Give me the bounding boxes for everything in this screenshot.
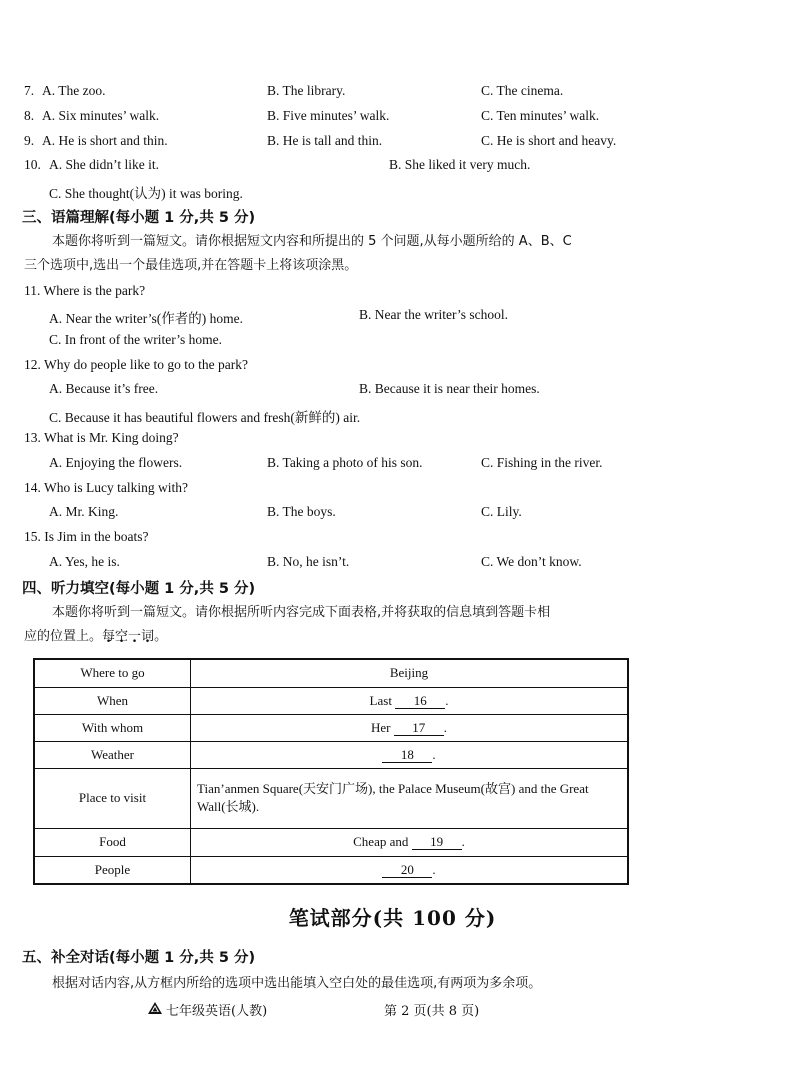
row-value bbox=[191, 828, 629, 856]
value-punct: . bbox=[443, 719, 447, 735]
table-row bbox=[34, 714, 628, 741]
blank-number: 17 bbox=[394, 721, 444, 736]
table-row bbox=[34, 659, 628, 687]
value-punct: . bbox=[445, 692, 449, 708]
row-label: Place to visit bbox=[34, 768, 191, 828]
table-row bbox=[34, 687, 628, 714]
table-row bbox=[34, 856, 628, 884]
section-4-instructions: 本题你将听到一篇短文。请你根据所听内容完成下面表格,并将获取的信息填到答题卡相 应的位置上。每空一词。 bbox=[24, 605, 551, 644]
row-label: Where to go bbox=[34, 659, 191, 687]
blank-number: 20 bbox=[382, 863, 432, 878]
option-a: A. She didn’t like it. bbox=[49, 157, 159, 172]
question-stem: 15. Is Jim in the boats? bbox=[24, 529, 149, 544]
instructions-line-1: 本题你将听到一篇短文。请你根据短文内容和所提出的 5 个问题,从每小题所给的 A、B、C bbox=[52, 234, 572, 249]
value-punct: . bbox=[432, 746, 436, 762]
option-a: A. Six minutes’ walk. bbox=[42, 108, 160, 123]
row-value bbox=[191, 741, 629, 768]
option-a: A. Because it’s free. bbox=[49, 381, 159, 396]
option-b: B. The boys. bbox=[267, 504, 336, 519]
option-a: A. Yes, he is. bbox=[49, 554, 120, 569]
option-b: B. The library. bbox=[267, 83, 346, 98]
value-text: Her bbox=[371, 719, 394, 735]
row-label: People bbox=[34, 856, 191, 884]
question-number: 7. bbox=[24, 83, 35, 98]
option-a: A. He is short and thin. bbox=[42, 133, 168, 148]
section-3-heading: 三、语篇理解(每小题 1 分,共 5 分) bbox=[22, 210, 256, 226]
value-text: Cheap and bbox=[353, 834, 412, 849]
row-value bbox=[191, 659, 629, 687]
section-4-heading: 四、听力填空(每小题 1 分,共 5 分) bbox=[22, 581, 256, 597]
option-c: C. Ten minutes’ walk. bbox=[481, 108, 600, 123]
question-number: 8. bbox=[24, 108, 35, 123]
row-label: With whom bbox=[34, 714, 191, 741]
question-number: 10. bbox=[24, 157, 41, 172]
blank-number: 16 bbox=[395, 694, 445, 709]
option-b: B. Five minutes’ walk. bbox=[267, 108, 390, 123]
option-b: B. Taking a photo of his son. bbox=[267, 455, 423, 470]
option-c: C. Because it has beautiful flowers and fresh(新鲜的) air. bbox=[49, 410, 361, 425]
option-b: B. He is tall and thin. bbox=[267, 133, 383, 148]
option-a: A. Near the writer’s(作者的) home. bbox=[49, 311, 243, 326]
value-text: Last bbox=[369, 692, 396, 708]
mountain-logo-icon bbox=[148, 1002, 162, 1018]
blank-number: 18 bbox=[382, 748, 432, 763]
instructions-line-2: 应的位置上。 bbox=[24, 629, 103, 644]
option-c: C. He is short and heavy. bbox=[481, 133, 617, 148]
instructions-line-1: 本题你将听到一篇短文。请你根据所听内容完成下面表格,并将获取的信息填到答题卡相 bbox=[52, 605, 551, 620]
row-value bbox=[191, 687, 629, 714]
option-b: B. No, he isn’t. bbox=[267, 554, 350, 569]
footer-page-number: 第 2 页(共 8 页) bbox=[384, 1004, 480, 1019]
row-label: When bbox=[34, 687, 191, 714]
listening-info-table bbox=[33, 658, 629, 885]
written-part-title: 笔试部分(共 100 分) bbox=[288, 906, 497, 930]
table-row bbox=[34, 768, 628, 828]
option-c: C. The cinema. bbox=[481, 83, 564, 98]
value-text: Tian’anmen Square(天安门广场), the Palace Museum(故宫) and the Great Wall(长城). bbox=[197, 781, 589, 814]
option-c: C. She thought(认为) it was boring. bbox=[49, 186, 243, 201]
option-a: A. Mr. King. bbox=[49, 504, 119, 519]
table-row bbox=[34, 741, 628, 768]
value-punct: . bbox=[461, 834, 465, 849]
option-b: B. Because it is near their homes. bbox=[359, 381, 540, 396]
section-5-heading: 五、补全对话(每小题 1 分,共 5 分) bbox=[22, 950, 256, 966]
option-c: C. Fishing in the river. bbox=[481, 455, 603, 470]
question-stem: 14. Who is Lucy talking with? bbox=[24, 480, 188, 495]
option-a: A. The zoo. bbox=[42, 83, 106, 98]
table-row bbox=[34, 828, 628, 856]
row-value bbox=[191, 714, 629, 741]
section-3-instructions bbox=[24, 230, 644, 278]
row-value bbox=[191, 768, 629, 828]
row-value bbox=[191, 856, 629, 884]
section-5-instructions: 根据对话内容,从方框内所给的选项中选出能填入空白处的最佳选项,有两项为多余项。 bbox=[52, 976, 542, 991]
question-stem: 11. Where is the park? bbox=[24, 283, 146, 298]
emphasis-text: 每空一词 bbox=[102, 629, 155, 644]
option-b: B. Near the writer’s school. bbox=[359, 307, 508, 322]
question-stem: 12. Why do people like to go to the park? bbox=[24, 357, 248, 372]
option-c: C. In front of the writer’s home. bbox=[49, 332, 222, 347]
value-text: Beijing bbox=[389, 665, 429, 681]
option-a: A. Enjoying the flowers. bbox=[49, 455, 183, 470]
option-c: C. Lily. bbox=[481, 504, 522, 519]
question-stem: 13. What is Mr. King doing? bbox=[24, 430, 179, 445]
question-number: 9. bbox=[24, 133, 35, 148]
row-label: Weather bbox=[34, 741, 191, 768]
row-label: Food bbox=[34, 828, 191, 856]
instructions-line-2: 三个选项中,选出一个最佳选项,并在答题卡上将该项涂黑。 bbox=[24, 258, 358, 273]
option-c: C. We don’t know. bbox=[481, 554, 582, 569]
blank-number: 19 bbox=[412, 835, 462, 850]
value-punct: . bbox=[432, 861, 436, 877]
footer-course: 七年级英语(人教) bbox=[166, 1004, 268, 1019]
option-b: B. She liked it very much. bbox=[389, 157, 531, 172]
